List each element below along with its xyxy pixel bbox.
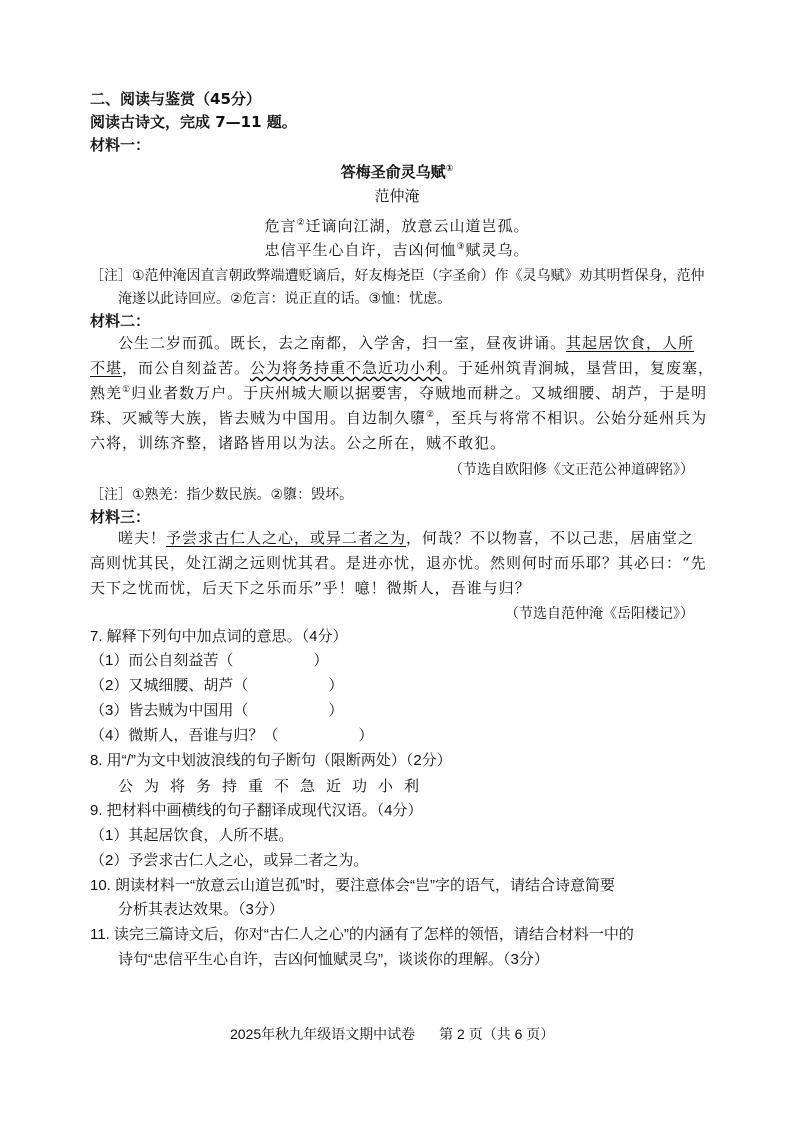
- m2-text: ，而公自刻益苦。: [122, 359, 251, 377]
- material2-para-line1: [118, 333, 694, 353]
- poem-line-1: [0, 216, 794, 236]
- question-7-1: [90, 651, 328, 671]
- m2-underlined-sentence-end: 不堪: [90, 359, 123, 377]
- question-8-sentence: 公为将务持重不急近功小利: [118, 777, 431, 795]
- close-paren: ）: [313, 652, 329, 669]
- material2-label: 材料二：: [90, 312, 151, 330]
- material2-para-line2: [90, 358, 714, 378]
- q7-3-text: （3）皆去贼为中国用（: [90, 702, 249, 719]
- m2-note-mark: ②: [426, 410, 436, 420]
- q7-2-text: （2）又城细腰、胡芦（: [90, 677, 249, 694]
- q7-1-text: （1）而公自刻益苦（: [90, 652, 234, 669]
- question-10-line1: 10. 朗读材料一“放意云山道岂孤”时，要注意体会“岂”字的语气，请结合诗意简要: [90, 877, 616, 894]
- close-paren: ）: [328, 702, 344, 719]
- poem-line-2-mark: ③: [456, 242, 466, 252]
- m2-wavy-sentence: 公为将务持重不急近功小利: [250, 359, 443, 377]
- question-7-2: [90, 676, 343, 696]
- m3-underlined-sentence: 予尝求古仁人之心，或异二者之为: [166, 529, 407, 547]
- material3-para-line3: 天下之忧而忧，后天下之乐而乐”乎！噫！微斯人，吾谁与归？: [90, 579, 531, 597]
- q7-4-text: （4）微斯人，吾谁与归？（: [90, 727, 279, 744]
- material2-para-line4: [90, 408, 707, 428]
- material2-source: （节选自欧阳修《文正范公神道碑铭》）: [449, 461, 694, 477]
- poem-line-1-b: 迁谪向江湖，放意云山道岂孤。: [305, 217, 530, 235]
- question-7: 7. 解释下列句中加点词的意思。（4分）: [90, 628, 348, 645]
- question-11-line1: 11. 读完三篇诗文后，你对“古仁人之心”的内涵有了怎样的领悟，请结合材料一中的: [90, 926, 634, 943]
- m2-underlined-sentence: 其起居饮食，人所: [566, 334, 695, 352]
- poem-title-mark: ①: [445, 164, 454, 174]
- poem-line-2-b: 赋灵乌。: [465, 241, 530, 259]
- poem-line-2-a: 忠信平生心自许，吉凶何恤: [264, 241, 457, 259]
- page-footer: [230, 1024, 554, 1044]
- material2-para-line3: [90, 383, 707, 403]
- section-heading: 二、阅读与鉴赏（45分）: [90, 90, 261, 108]
- poem-author: 范仲淹: [374, 187, 420, 205]
- question-8: 8. 用“/”为文中划波浪线的句子断句（限断两处）（2分）: [90, 752, 452, 769]
- question-10-line2: 分析其表达效果。（3分）: [118, 901, 284, 918]
- material3-label: 材料三：: [90, 508, 151, 526]
- poem-title: [0, 162, 794, 182]
- m2-text: 。于延州筑青涧城，垦营田，复废塞，: [442, 359, 715, 377]
- poem-line-1-mark: ②: [296, 218, 306, 228]
- material1-label: 材料一：: [90, 136, 151, 154]
- close-paren: ）: [358, 727, 374, 744]
- m3-text: 嗟夫！: [118, 529, 167, 547]
- m2-note-mark: ①: [122, 385, 132, 395]
- section-instruction: 阅读古诗文，完成 7—11 题。: [90, 113, 297, 131]
- material2-para-line5: 六将，训练齐整，诸路皆用以为法。公之所在，贼不敢犯。: [90, 434, 507, 452]
- question-7-4: [90, 726, 373, 746]
- question-9: 9. 把材料中画横线的句子翻译成现代汉语。（4分）: [90, 802, 423, 819]
- material3-para-line1: [118, 528, 694, 548]
- poem-title-text: 答梅圣俞灵乌赋: [340, 163, 446, 181]
- m2-text: 熟羌: [90, 384, 123, 402]
- footer-page-number: 第 2 页（共 6 页）: [439, 1026, 555, 1042]
- material3-para-line2: 高则忧其民，处江湖之远则忧其君。是进亦忧，退亦忧。然则何时而乐耶？其必曰：“先: [90, 554, 707, 572]
- m2-text: ，至兵与将常不相识。公始分延州兵为: [435, 409, 708, 427]
- m3-text: ，何哉？不以物喜，不以己悲，居庙堂之: [406, 529, 695, 547]
- question-11-line2: 诗句“忠信平生心自许，吉凶何恤赋灵乌”，谈谈你的理解。（3分）: [118, 951, 549, 968]
- footer-exam-title: 2025年秋九年级语文期中试卷: [230, 1026, 416, 1042]
- question-9-1: （1）其起居饮食，人所不堪。: [90, 827, 294, 844]
- material3-source: （节选自范仲淹《岳阳楼记》）: [505, 605, 694, 621]
- m2-text: 归业者数万户。于庆州城大顺以据要害，夺贼地而耕之。又城细腰、胡芦，于是明: [131, 384, 708, 402]
- close-paren: ）: [328, 677, 344, 694]
- question-9-2: （2）予尝求古仁人之心，或异二者之为。: [90, 852, 369, 869]
- m2-text: 珠、灭臧等大族，皆去贼为中国用。自边制久隳: [90, 409, 427, 427]
- material2-note: ［注］①熟羌：指少数民族。②隳：毁坏。: [90, 486, 354, 502]
- question-7-3: [90, 701, 343, 721]
- m2-text: 公生二岁而孤。既长，去之南都，入学舍，扫一室，昼夜讲诵。: [118, 334, 567, 352]
- poem-line-1-a: 危言: [264, 217, 297, 235]
- material1-note-line1: ［注］①范仲淹因直言朝政弊端遭贬谪后，好友梅尧臣（字圣俞）作《灵乌赋》劝其明哲保身，范仲: [90, 267, 705, 283]
- poem-line-2: [0, 240, 794, 260]
- material1-note-line2: 淹遂以此诗回应。②危言：说正直的话。③恤：忧虑。: [118, 290, 452, 306]
